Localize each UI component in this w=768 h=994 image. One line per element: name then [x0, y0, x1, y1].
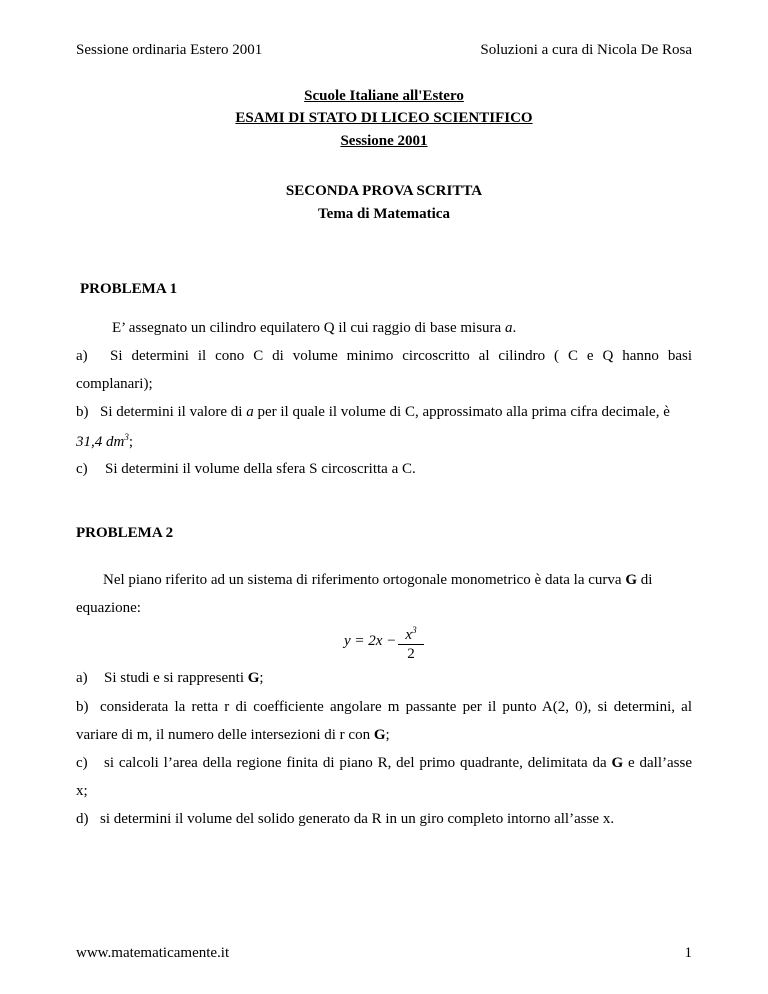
equation-exponent: 3 [412, 625, 417, 635]
problem1-heading: PROBLEMA 1 [80, 281, 178, 297]
problem2-intro-cont: equazione: [76, 600, 141, 616]
equation-denominator: 2 [407, 646, 415, 662]
problem2-b-text-cont: variare di m, il numero delle intersezioni di r con G; [76, 727, 390, 743]
problem1-c-text: Si determini il volume della sfera S circoscritta a C. [105, 461, 416, 477]
problem2-d-label: d) [76, 811, 89, 827]
curve-equation [344, 622, 434, 662]
fraction-bar [398, 644, 424, 645]
page-number: 1 [684, 945, 692, 961]
equation-fraction [398, 622, 424, 663]
problem2-d-text: si determini il volume del solido generato da R in un giro completo intorno all’asse x. [100, 811, 615, 827]
problem1-b-label: b) [76, 404, 89, 420]
problem1-b-value: 31,4 $dm^3$; [76, 432, 134, 450]
problem2-c-text-cont: x; [76, 783, 88, 799]
title-written-test: SECONDA PROVA SCRITTA [285, 183, 483, 199]
problem1-c-label: c) [76, 461, 88, 477]
equation-lhs: y = 2x − [344, 633, 397, 649]
problem1-b-text: Si determini il valore di a per il quale il volume di C, approssimato alla prima cifra decimale, è [100, 404, 670, 420]
problem2-heading: PROBLEMA 2 [76, 525, 174, 541]
title-subject: Tema di Matematica [318, 206, 450, 222]
problem1-a-text-cont: complanari); [76, 376, 153, 392]
problem2-c-label: c) [76, 755, 88, 771]
problem2-b-label: b) [76, 699, 89, 715]
title-school: Scuole Italiane all'Estero [304, 88, 464, 104]
problem2-a-label: a) [76, 670, 88, 686]
header-left: Sessione ordinaria Estero 2001 [76, 42, 263, 58]
equation-numerator: x [405, 627, 413, 643]
problem2-intro: Nel piano riferito ad un sistema di riferimento ortogonale monometrico è data la curva G di [103, 572, 653, 588]
title-session: Sessione 2001 [340, 133, 428, 149]
problem1-intro: E’ assegnato un cilindro equilatero Q il cui raggio di base misura a. [112, 320, 517, 336]
problem2-c-text: si calcoli l’area della regione finita di piano R, del primo quadrante, delimitata da G e dall’asse [104, 755, 692, 771]
header-right: Soluzioni a cura di Nicola De Rosa [480, 42, 692, 58]
problem1-a-label: a) [76, 348, 88, 364]
title-exam: ESAMI DI STATO DI LICEO SCIENTIFICO [235, 110, 533, 126]
problem2-a-text: Si studi e si rappresenti G; [104, 670, 264, 686]
problem2-b-text: considerata la retta r di coefficiente angolare m passante per il punto A(2, 0), si determini, al [100, 699, 692, 715]
footer-website[interactable]: www.matematicamente.it [76, 945, 230, 961]
problem1-a-text: Si determini il cono C di volume minimo circoscritto al cilindro ( C e Q hanno basi [110, 348, 692, 364]
